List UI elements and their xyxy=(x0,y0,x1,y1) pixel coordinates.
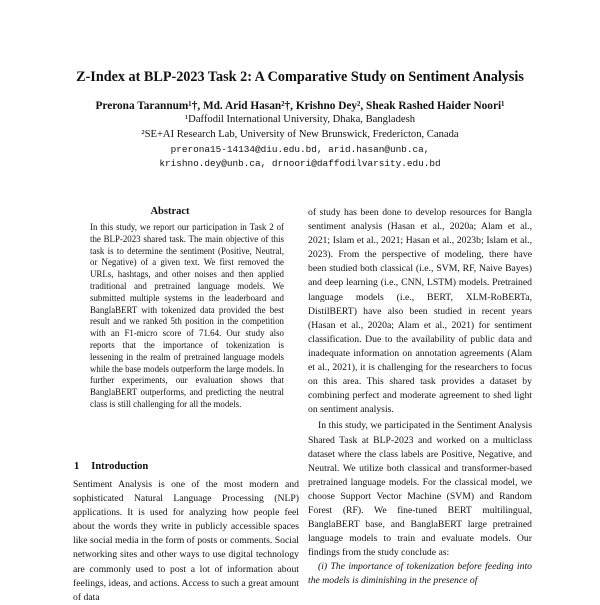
introduction-text: Sentiment Analysis is one of the most modern and sophisticated Natural Language Processing (NLP) applications. It is used for analyzing how people feel about the words they write in publicly accessible spaces like social media in the form of posts or comments. Social networking sites and other ways to use digital technology are commonly used to post a lot of information about feelings, ideas, and actions. Access to such a great amount of data xyxy=(73,479,299,603)
section-heading xyxy=(74,461,148,472)
abstract-heading: Abstract xyxy=(150,206,190,217)
paragraph-finding-1: (i) The importance of tokenization before feeding into the models is diminishing in the presence of xyxy=(308,561,532,587)
email-line-1: prerona15-14134@diu.edu.bd, arid.hasan@unb.ca, xyxy=(170,144,430,155)
paragraph-related-work: of study has been done to develop resources for Bangla sentiment analysis (Hasan et al., 2020a; Alam et al., 2021; Islam et al., 2021; Hasan et al., 2023b; Islam et al., 2023). From the perspective of modeling, there have been studied both classical (i.e., SVM, RF, Naive Bayes) and deep learning (i.e., CNN, LSTM) models. Pretrained language models (i.e., BERT, XLM-RoBERTa, DistilBERT) have also been studied in recent years (Hasan et al., 2020a; Alam et al., 2021) for sentiment classification. Due to the availability of public data and inadequate information on annotation agreements (Alam et al., 2021), it is challenging for the researchers to focus on this area. This shared task provides a dataset by combining perfect and moderate agreement to shed light on sentiment analysis. xyxy=(308,207,532,416)
section-title: Introduction xyxy=(91,461,149,472)
author-list: Prerona Tarannum¹†, Md. Arid Hasan²†, Krishno Dey², Sheak Rashed Haider Noori¹ xyxy=(95,100,505,112)
affiliation-2: ²SE+AI Research Lab, University of New Brunswick, Fredericton, Canada xyxy=(141,129,459,140)
paper-title: Z-Index at BLP-2023 Task 2: A Comparative Study on Sentiment Analysis xyxy=(76,69,524,85)
email-line-2: krishno.dey@unb.ca, drnoori@daffodilvarsity.edu.bd xyxy=(159,158,441,169)
section-number: 1 xyxy=(74,461,80,472)
affiliation-1: ¹Daffodil International University, Dhaka, Bangladesh xyxy=(185,114,415,125)
abstract-text: In this study, we report our participation in Task 2 of the BLP-2023 shared task. The main objective of this task is to determine the sentiment (Positive, Neutral, or Negative) of a given text. We first removed the URLs, hashtags, and other noises and then applied traditional and pretrained language models. We submitted multiple systems in the leaderboard and BanglaBERT with tokenized data provided the best result and we ranked 5th position in the competition with an F1-micro score of 71.64. Our study also reports that the importance of tokenization is lessening in the realm of pretrained language models while the base models outperform the large models. In further experiments, our evaluation shows that BanglaBERT outperforms, and predicting the neutral class is still challenging for all the models. xyxy=(90,222,284,409)
right-column xyxy=(308,206,532,589)
paragraph-participation: In this study, we participated in the Sentiment Analysis Shared Task at BLP-2023 and worked on a multiclass dataset where the class labels are Positive, Negative, and Neutral. We utilize both classical and transformer-based pretrained language models. For the classical model, we choose Support Vector Machine (SVM) and Random Forest (RF). We fine-tuned BERT multilingual, BanglaBERT base, and BanglaBERT large pretrained language models to train and evaluate models. Our findings from the study conclude as: xyxy=(308,420,532,559)
